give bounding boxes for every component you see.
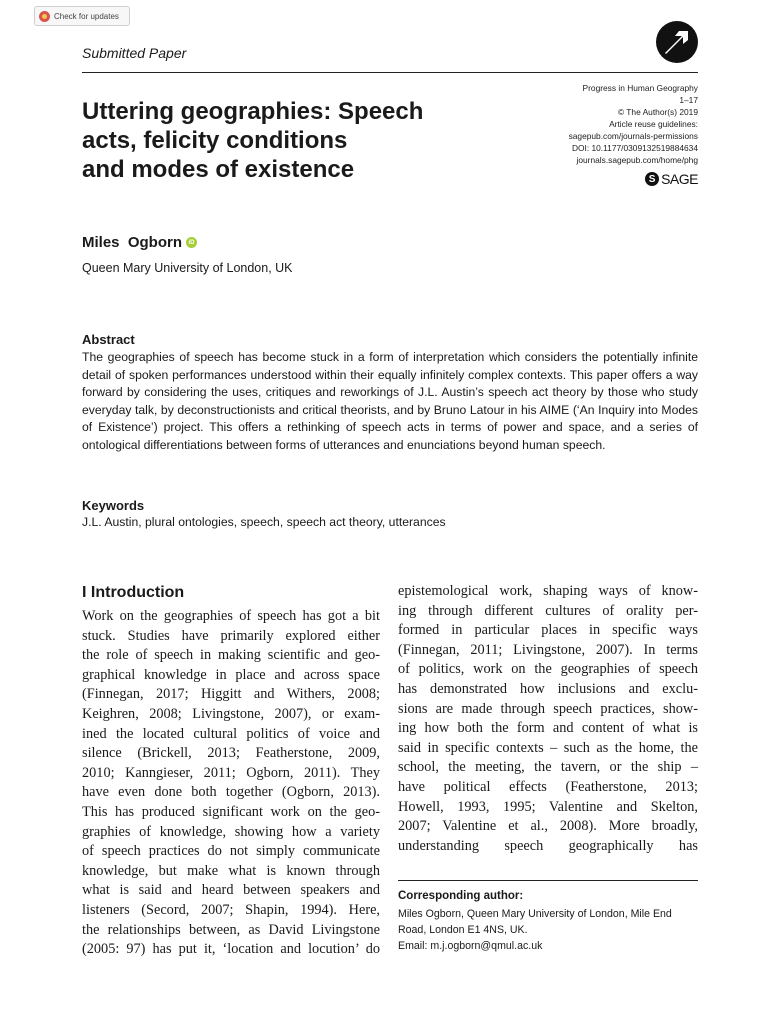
check-for-updates-label: Check for updates [54, 11, 119, 21]
body-line: listeners (Secord, 2007; Shapin, 1994). Here, [82, 901, 380, 918]
title-line: acts, felicity conditions [82, 127, 348, 154]
sage-s-icon: S [645, 172, 659, 186]
body-line: sions are made through speech practices, show- [398, 700, 698, 717]
body-line: (Finnegan, 2011; Livingstone, 2007). In terms [398, 641, 698, 658]
body-line: graphies of knowledge, showing how a variety [82, 823, 380, 840]
author-name: Miles Ogborn [82, 234, 183, 251]
body-line: the relationships between, as David Livingstone [82, 921, 380, 938]
keywords-heading: Keywords [82, 498, 145, 513]
body-line: 2007; Valentine et al., 2008). More broadly, [398, 818, 698, 835]
doi[interactable]: DOI: 10.1177/0309132519884634 [571, 143, 698, 153]
article-title [82, 97, 462, 184]
body-line: Keighren, 2008; Livingstone, 2007), or exam- [82, 705, 380, 722]
title-line: and modes of existence [82, 156, 355, 183]
corresponding-email[interactable]: Email: m.j.ogborn@qmul.ac.uk [398, 940, 543, 952]
body-line: Howell, 1993, 1995; Valentine and Skelton, [398, 798, 698, 815]
body-line: of politics, work on the geographies of speech [398, 661, 698, 678]
header-rule [82, 72, 698, 73]
article-type: Submitted Paper [82, 45, 187, 61]
body-line: knowledge, but make what is known through [82, 862, 380, 879]
body-line: ined the located cultural politics of voice and [82, 725, 380, 742]
body-column-left [82, 607, 380, 960]
body-line: (2005: 97) has put it, ‘location and locution’ do [82, 941, 380, 958]
body-line: epistemological work, shaping ways of know- [398, 583, 698, 599]
body-line: ing through different cultures of orality per- [398, 602, 698, 619]
body-line: formed in particular places in specific ways [398, 622, 698, 639]
page-range: 1–17 [679, 95, 698, 105]
check-for-updates-badge[interactable] [34, 6, 130, 26]
body-column-right [398, 582, 698, 856]
body-line: has demonstrated how inclusions and exclu- [398, 680, 698, 697]
copyright: © The Author(s) 2019 [617, 107, 698, 117]
body-line: understanding speech geographically has [398, 837, 698, 854]
corresponding-line: Road, London E1 4NS, UK. [398, 924, 528, 936]
author-line [82, 234, 197, 251]
body-line: what is said and heard between speakers and [82, 882, 380, 899]
permissions-link[interactable]: sagepub.com/journals-permissions [568, 131, 698, 141]
body-line: 2010; Kanngieser, 2011; Ogborn, 2011). They [82, 764, 380, 781]
body-line: have political effects (Featherstone, 2013; [398, 778, 698, 795]
abstract-heading: Abstract [82, 332, 135, 347]
journal-home-link[interactable]: journals.sagepub.com/home/phg [576, 155, 698, 165]
journal-meta [520, 82, 698, 166]
body-line: of speech practices do not simply communicate [82, 843, 380, 860]
journal-logo-icon [655, 20, 699, 64]
journal-name: Progress in Human Geography [582, 83, 698, 93]
publisher-logo [600, 170, 698, 188]
keywords-text: J.L. Austin, plural ontologies, speech, speech act theory, utterances [82, 515, 446, 529]
body-line: (Finnegan, 2017; Higgitt and Withers, 2008; [82, 686, 380, 703]
body-line: ing how both the form and content of what is [398, 720, 698, 737]
body-line: Work on the geographies of speech has got a bit [82, 608, 380, 624]
publisher-name: SAGE [661, 171, 698, 187]
body-line: graphical knowledge in place and across space [82, 666, 380, 683]
footnote-rule [398, 880, 698, 881]
body-line: school, the meeting, the tavern, or the ship – [398, 759, 698, 776]
body-line: silence (Brickell, 2013; Featherstone, 2009, [82, 745, 380, 762]
orcid-icon[interactable]: iD [186, 237, 197, 248]
body-line: have even done both together (Ogborn, 2013). [82, 784, 380, 801]
reuse-label: Article reuse guidelines: [609, 119, 698, 129]
corresponding-line: Miles Ogborn, Queen Mary University of London, Mile End [398, 908, 672, 920]
title-line: Uttering geographies: Speech [82, 98, 424, 125]
corresponding-author-details [398, 906, 698, 954]
body-line: the role of speech in making scientific and geo- [82, 647, 380, 664]
body-line: stuck. Studies have primarily explored either [82, 627, 380, 644]
corresponding-author-heading: Corresponding author: [398, 890, 524, 902]
author-affiliation: Queen Mary University of London, UK [82, 261, 293, 275]
body-line: This has produced significant work on the geo- [82, 803, 380, 820]
body-line: said in specific contexts – such as the home, the [398, 739, 698, 756]
crossmark-icon [39, 11, 50, 22]
section-heading: I Introduction [82, 584, 185, 601]
abstract-text: The geographies of speech has become stuck in a form of interpretation which considers the potentially infinite detail of spoken performances understood within their equally infinitely complex contexts. This paper offers a way forward by considering the uses, critiques and reworkings of J.L. Austin’s speech act theory by those who study everyday talk, by deconstructionists and critical theorists, and by Bruno Latour in his AIME (‘An Inquiry into Modes of Existence’) project. This offers a rethinking of speech acts in terms of power and space, and a series of ontological differentiations between forms of utterances and enunciations beyond human speech. [82, 350, 698, 452]
